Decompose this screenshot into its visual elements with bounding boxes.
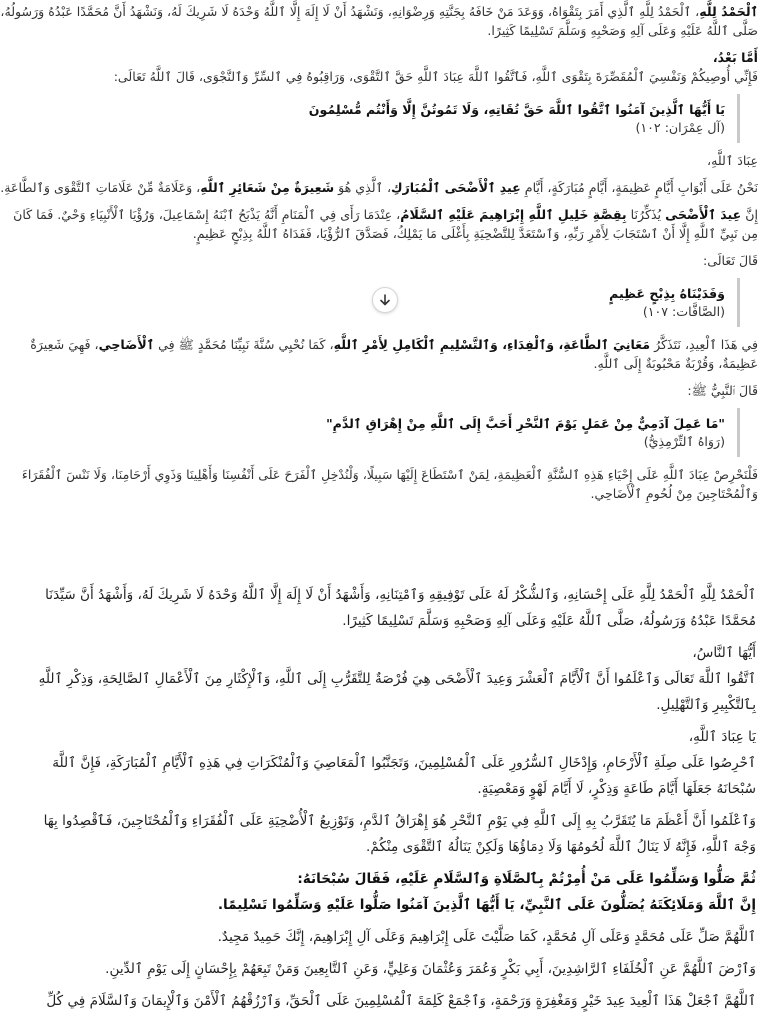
eid-text-2: ، كَمَا نُحْيِي سُنَّةَ نَبِيِّنَا مُحَمَّدٍ ﷺ فِي bbox=[154, 337, 334, 352]
days-text-3: ، وَعَلَامَةٌ مِّنْ عَلَامَاتِ ٱلتَّقْوَى وَٱلطَّاعَةِ. bbox=[0, 180, 201, 195]
blockquote-hadith bbox=[0, 408, 740, 457]
eid-bold-1: مَعَانِيَ ٱلطَّاعَةِ، وَٱلْفِدَاءِ، وَٱلتَّسْلِيمِ ٱلْكَامِلِ لِأَمْرِ ٱللَّهِ bbox=[333, 337, 651, 352]
khutba-part-one bbox=[0, 2, 758, 503]
ibrahim-text-3: ، عِنْدَمَا رَأَى فِي ٱلْمَنَامِ أَنَّهُ يَذْبَحُ ٱبْنَهُ إِسْمَاعِيلَ، وَرُؤْيَا ٱلْأَنْبِيَاءِ وَحْيٌ. فَمَا كَانَ مِن نَبِيِّ ٱللَّهِ إِلَّا أَنْ ٱسْتَجَابَ لِأَمْرِ رَبِّهِ، وَٱسْتَعَدَّ لِلتَّضْحِيَةِ بِأَغْلَى مَا يَمْلِكُ، فَصَدَّقَ ٱلرُّؤْيَا، فَفَدَاهُ ٱللَّهُ بِذِبْحٍ عَظِيمٍ. bbox=[13, 207, 758, 241]
ibrahim-bold-1: عِيدَ ٱلْأَضْحَى bbox=[665, 207, 742, 222]
opening-lead: ٱلْحَمْدُ لِلَّهِ bbox=[699, 4, 758, 19]
sacrifice-paragraph: وَٱعْلَمُوا أَنَّ أَعْظَمَ مَا يُتَقَرَّبُ بِهِ إِلَى ٱللَّهِ فِي يَوْمِ ٱلنَّحْرِ هُوَ إِهْرَاقُ ٱلدَّمِ، وَتَوْزِيعُ ٱلْأُضْحِيَةِ عَلَى ٱلْفُقَرَاءِ وَٱلْمُحْتَاجِينَ، فَٱقْصِدُوا بِهَا وَجْهَ ٱللَّهِ، فَإِنَّهُ لَا يَنَالُ ٱللَّهَ لُحُومُهَا وَلَا دِمَاؤُهَا وَلَكِنْ يَنَالُهُ ٱلتَّقْوَى مِنْكُمْ. bbox=[43, 813, 756, 855]
taqwa-paragraph: فَإِنِّي أُوصِيكُمْ وَنَفْسِيَ ٱلْمُقَصِّرَةَ بِتَقْوَى ٱللَّهِ، فَٱتَّقُوا ٱللَّهَ عِبَادَ ٱللَّهِ حَقَّ ٱلتَّقْوَى، وَرَاقِبُوهُ فِي ٱلسِّرِّ وَٱلنَّجْوَى، قَالَ ٱللَّهُ تَعَالَى: bbox=[113, 69, 758, 84]
ten-days-paragraph: ٱتَّقُوا ٱللَّهَ تَعَالَى وَٱعْلَمُوا أَنَّ ٱلْأَيَّامَ ٱلْعَشْرَ وَعِيدَ ٱلْأَضْحَى هِيَ فُرْصَةٌ لِلتَّقَرُّبِ إِلَى ٱللَّهِ، وَٱلْإِكْثَارِ مِنَ ٱلْأَعْمَالِ ٱلصَّالِحَةِ، وَذِكْرِ ٱللَّهِ بِٱلتَّكْبِيرِ وَٱلتَّهْلِيلِ. bbox=[38, 671, 756, 713]
quote-source: (رَوَاهُ ٱلتِّرْمِذِيُّ) bbox=[643, 434, 725, 449]
ibrahim-paragraph bbox=[0, 205, 758, 243]
people-address: أَيُّهَا ٱلنَّاسُ، bbox=[692, 645, 756, 661]
kinship-paragraph: ٱحْرِصُوا عَلَى صِلَةِ ٱلْأَرْحَامِ، وَإِدْخَالِ ٱلسُّرُورِ عَلَى ٱلْمُسْلِمِينَ، وَتَجَنَّبُوا ٱلْمَعَاصِيَ وَٱلْمُنْكَرَاتِ فِي هَذِهِ ٱلْأَيَّامِ ٱلْمُبَارَكَةِ، فَإِنَّ ٱللَّهَ سُبْحَانَهُ جَعَلَهَا أَيَّامَ طَاعَةٍ وَذِكْرٍ، لَا أَيَّامَ لَهْوٍ وَمَعْصِيَةٍ. bbox=[52, 755, 756, 797]
quote-source: (آل عِمْرَان: ١٠٢) bbox=[635, 120, 725, 135]
dua-line-3: ٱللَّهُمَّ ٱجْعَلْ هَذَا ٱلْعِيدَ عِيدَ خَيْرٍ وَمَغْفِرَةٍ وَرَحْمَةٍ، وَٱجْمَعْ كَلِمَةَ ٱلْمُسْلِمِينَ عَلَى ٱلْحَقِّ، وَٱرْزُقْهُمُ ٱلْأَمْنَ وَٱلْإِيمَانَ وَٱلسَّلَامَ فِي كُلِّ bbox=[46, 993, 756, 1009]
salawat-line-1: ثُمَّ صَلُّوا وَسَلِّمُوا عَلَى مَنْ أُمِرْتُمْ بِٱلصَّلَاةِ وَٱلسَّلَامِ عَلَيْهِ، فَقَالَ سُبْحَانَهُ: bbox=[297, 871, 756, 887]
arrow-down-icon bbox=[378, 293, 392, 307]
ibrahim-text-2: يُذَكِّرُنَا bbox=[626, 207, 666, 222]
days-text-1: نَحْنُ عَلَى أَبْوَابِ أَيَّامٍ عَظِيمَةٍ، أَيَّامٍ مُبَارَكَةٍ، أَيَّامِ bbox=[520, 180, 758, 195]
quote-source: (الصَّافَّات: ١٠٧) bbox=[642, 304, 725, 319]
scroll-to-bottom-button[interactable] bbox=[372, 287, 398, 313]
ibad-address: يَا عِبَادَ ٱللَّهِ، bbox=[688, 729, 756, 745]
quote-text: وَفَدَيْنَاهُ بِذِبْحٍ عَظِيمٍ bbox=[609, 286, 725, 301]
eid-text-1: فِي هَذَا ٱلْعِيدِ، نَتَذَكَّرُ bbox=[650, 337, 758, 352]
dua-line-1: ٱللَّهُمَّ صَلِّ عَلَى مُحَمَّدٍ وَعَلَى آلِ مُحَمَّدٍ، كَمَا صَلَّيْتَ عَلَى إِبْرَاهِيمَ وَعَلَى آلِ إِبْرَاهِيمَ، إِنَّكَ حَمِيدٌ مَجِيدٌ. bbox=[217, 929, 756, 945]
prophet-said: قَالَ ٱلنَّبِيُّ ﷺ: bbox=[687, 383, 758, 398]
eid-bold-2: ٱلْأَضَاحِي bbox=[98, 337, 155, 352]
blockquote-saffat bbox=[0, 278, 740, 327]
ibad-allah: عِبَادَ ٱللَّهِ، bbox=[707, 153, 758, 168]
days-paragraph bbox=[0, 178, 758, 197]
khutba-part-two bbox=[26, 582, 756, 1014]
days-bold-2: شَعِيرَةٌ مِنْ شَعَائِرِ ٱللَّهِ bbox=[200, 180, 335, 195]
strive-paragraph: فَلْنَحْرِصْ عِبَادَ ٱللَّهِ عَلَى إِحْيَاءِ هَذِهِ ٱلسُّنَّةِ ٱلْعَظِيمَةِ، لِمَنْ ٱسْتَطَاعَ إِلَيْهَا سَبِيلًا، وَلْنُدْخِلِ ٱلْفَرَحَ عَلَى أَنْفُسِنَا وَأَهْلِينَا وَذَوِي أَرْحَامِنَا، وَلَا نَنْسَ ٱلْفُقَرَاءَ وَٱلْمُحْتَاجِينَ مِنْ لُحُومِ ٱلْأَضَاحِي. bbox=[21, 467, 758, 501]
opening-rest: ، ٱلْحَمْدُ لِلَّهِ ٱلَّذِي أَمَرَ بِتَقْوَاهُ، وَوَعَدَ مَنْ خَافَهُ بِجَنَّتِهِ وَرِضْوَانِهِ، وَنَشْهَدُ أَنْ لَا إِلَهَ إِلَّا ٱللَّهُ وَحْدَهُ لَا شَرِيكَ لَهُ، وَنَشْهَدُ أَنَّ مُحَمَّدًا عَبْدُهُ وَرَسُولُهُ، صَلَّى ٱللَّهُ عَلَيْهِ وَعَلَى آلِهِ وَصَحْبِهِ وَسَلَّمَ تَسْلِيمًا كَثِيرًا. bbox=[0, 4, 758, 38]
qala-taala: قَالَ تَعَالَى: bbox=[702, 253, 758, 268]
salawat-line-2: إِنَّ ٱللَّهَ وَمَلَائِكَتَهُ يُصَلُّونَ عَلَى ٱلنَّبِيِّ، يَا أَيُّهَا ٱلَّذِينَ آمَنُوا صَلُّوا عَلَيْهِ وَسَلِّمُوا تَسْلِيمًا. bbox=[217, 897, 756, 913]
eid-paragraph bbox=[0, 335, 758, 373]
quote-text: "مَا عَمِلَ آدَمِيٌّ مِنْ عَمَلٍ يَوْمَ ٱلنَّحْرِ أَحَبَّ إِلَى ٱللَّهِ مِنْ إِهْرَاقِ ٱلدَّمِ" bbox=[326, 416, 725, 431]
amma-bad: أَمَّا بَعْدُ، bbox=[712, 50, 758, 65]
ibrahim-bold-2: بِقِصَّةِ خَلِيلِ ٱللَّهِ إِبْرَاهِيمَ عَلَيْهِ ٱلسَّلَامُ bbox=[400, 207, 627, 222]
hamd-paragraph: ٱلْحَمْدُ لِلَّهِ ٱلْحَمْدُ لِلَّهِ عَلَى إِحْسَانِهِ، وَٱلشُّكْرُ لَهُ عَلَى تَوْفِيقِهِ وَٱمْتِنَانِهِ، وَأَشْهَدُ أَنْ لَا إِلَهَ إِلَّا ٱللَّهُ وَحْدَهُ لَا شَرِيكَ لَهُ، وَأَشْهَدُ أَنَّ سَيِّدَنَا مُحَمَّدًا عَبْدُهُ وَرَسُولُهُ، صَلَّى ٱللَّهُ عَلَيْهِ وَعَلَى آلِهِ وَصَحْبِهِ وَسَلَّمَ تَسْلِيمًا كَثِيرًا. bbox=[45, 587, 756, 629]
days-text-2: ، ٱلَّذِي هُوَ bbox=[334, 180, 392, 195]
days-bold-1: عِيدِ ٱلْأَضْحَى ٱلْمُبَارَكِ bbox=[391, 180, 521, 195]
quote-text: يَا أَيُّهَا ٱلَّذِينَ آمَنُوا ٱتَّقُوا ٱللَّهَ حَقَّ تُقَاتِهِ، وَلَا تَمُوتُنَّ إِلَّا وَأَنْتُم مُّسْلِمُونَ bbox=[308, 102, 725, 117]
opening-paragraph bbox=[0, 2, 758, 40]
ibrahim-text-1: إِنَّ bbox=[741, 207, 758, 222]
eid-text-3: ، فَهِيَ شَعِيرَةٌ عَظِيمَةٌ، وَقُرْبَةٌ مَحْبُوبَةٌ إِلَى ٱللَّهِ. bbox=[30, 337, 758, 371]
blockquote-aal-imran bbox=[0, 94, 740, 143]
dua-line-2: وَٱرْضَ ٱللَّهُمَّ عَنِ ٱلْخُلَفَاءِ ٱلرَّاشِدِينَ، أَبِي بَكْرٍ وَعُمَرَ وَعُثْمَانَ وَعَلِيٍّ، وَعَنِ ٱلتَّابِعِينَ وَمَنْ تَبِعَهُمْ بِإِحْسَانٍ إِلَى يَوْمِ ٱلدِّينِ. bbox=[105, 961, 756, 977]
